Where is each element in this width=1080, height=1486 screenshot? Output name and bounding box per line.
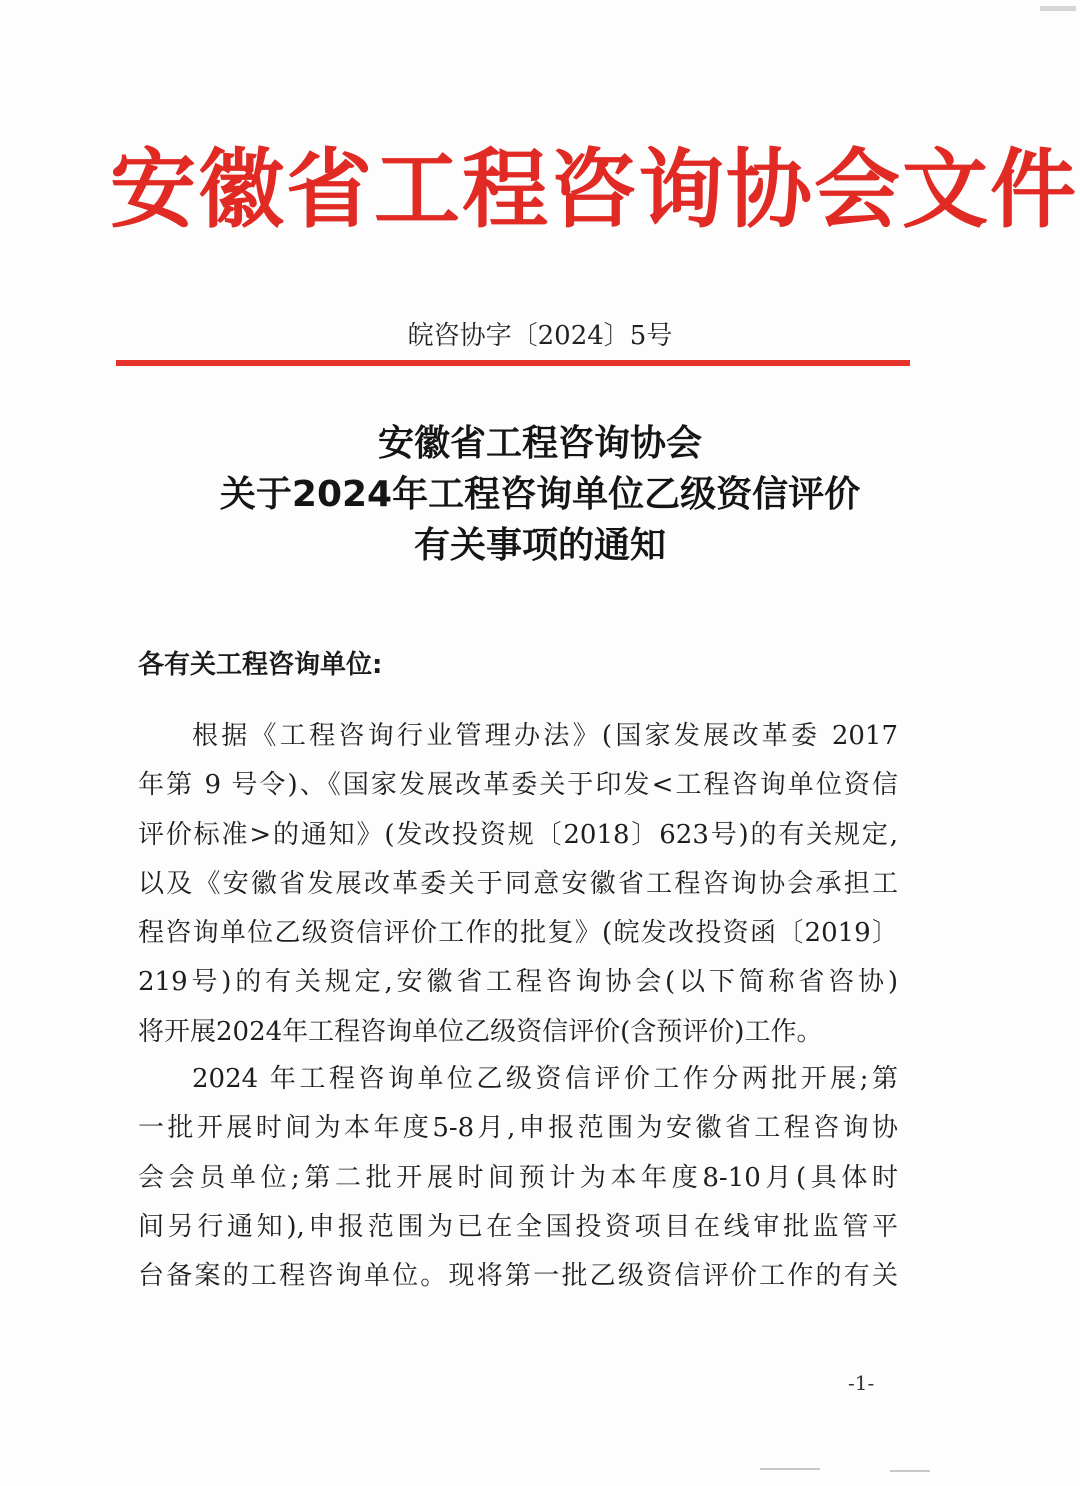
notice-title — [120, 418, 960, 571]
paragraph-1-line-2: 年第 9 号令)、《国家发展改革委关于印发<工程咨询单位资信 — [138, 770, 898, 801]
paragraph-2 — [138, 1055, 898, 1301]
scan-mark-bottom-1 — [760, 1468, 820, 1470]
scan-mark-top-right — [1040, 6, 1076, 11]
red-header-title: 安徽省工程咨询协会文件 — [110, 139, 1078, 240]
paragraph-2-line-5: 台备案的工程咨询单位。现将第一批乙级资信评价工作的有关 — [138, 1261, 898, 1292]
salutation: 各有关工程咨询单位: — [138, 650, 383, 680]
paragraph-1-line-7: 将开展2024年工程咨询单位乙级资信评价(含预评价)工作。 — [138, 1016, 823, 1047]
paragraph-1-line-6: 219号)的有关规定,安徽省工程咨询协会(以下简称省咨协) — [138, 967, 898, 998]
red-divider-rule — [116, 360, 910, 366]
paragraph-2-line-2: 一批开展时间为本年度5-8月,申报范围为安徽省工程咨询协 — [138, 1113, 898, 1144]
title-line-3: 有关事项的通知 — [413, 525, 666, 566]
scan-mark-bottom-2 — [890, 1470, 930, 1472]
document-number: 皖咨协字〔2024〕5号 — [407, 321, 673, 351]
paragraph-1-line-1: 根据《工程咨询行业管理办法》(国家发展改革委 2017 — [192, 721, 898, 751]
paragraph-1-line-4: 以及《安徽省发展改革委关于同意安徽省工程咨询协会承担工 — [138, 868, 898, 899]
paragraph-2-line-4: 间另行通知),申报范围为已在全国投资项目在线审批监管平 — [138, 1211, 898, 1242]
title-line-1: 安徽省工程咨询协会 — [377, 423, 702, 464]
paragraph-1-line-5: 程咨询单位乙级资信评价工作的批复》(皖发改投资函〔2019〕 — [138, 918, 898, 949]
paragraph-1-line-3: 评价标准>的通知》(发改投资规〔2018〕623号)的有关规定, — [138, 819, 898, 850]
paragraph-1 — [138, 712, 898, 1057]
paragraph-2-line-3: 会会员单位;第二批开展时间预计为本年度8-10月(具体时 — [138, 1162, 898, 1193]
page-number: -1- — [848, 1371, 875, 1395]
paragraph-2-line-1: 2024 年工程咨询单位乙级资信评价工作分两批开展;第 — [192, 1064, 898, 1094]
title-line-2: 关于2024年工程咨询单位乙级资信评价 — [219, 474, 861, 515]
